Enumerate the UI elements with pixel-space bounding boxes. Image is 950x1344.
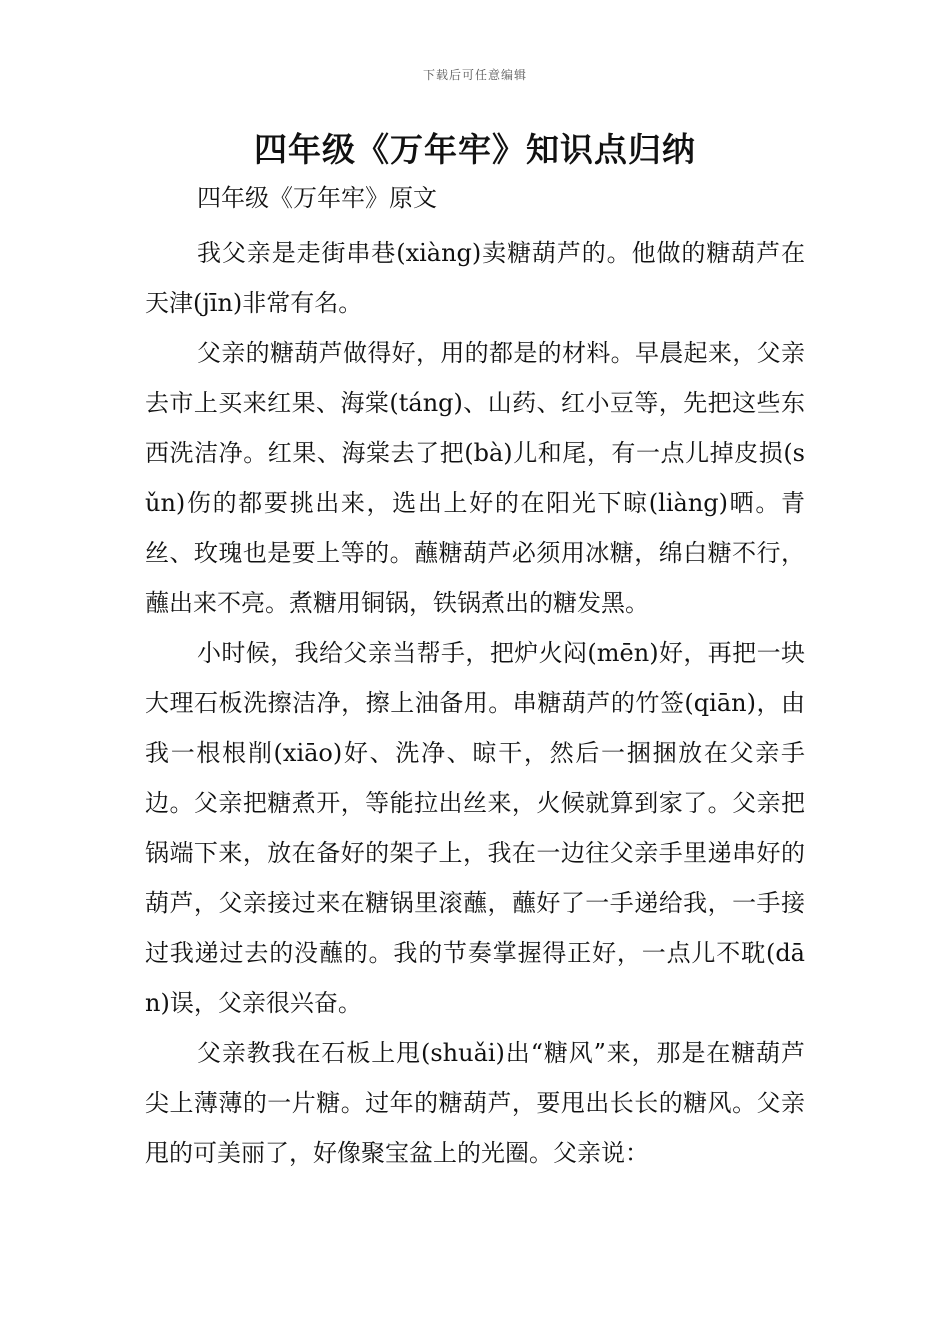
paragraph: 父亲教我在石板上甩(shuǎi)出“糖风”来，那是在糖葫芦尖上薄薄的一片糖。过年的糖葫芦，要甩出长长的糖风。父亲甩的可美丽了，好像聚宝盆上的光圈。父亲说： xyxy=(145,1039,805,1167)
paragraph: 小时候，我给父亲当帮手，把炉火闷(mēn)好，再把一块大理石板洗擦洁净，擦上油备用。串糖葫芦的竹签(qiān)，由我一根根削(xiāo)好、洗净、晾干，然后一捆捆放在父亲手边。父亲把糖煮开，等能拉出丝来，火候就算到家了。父亲把锅端下来，放在备好的架子上，我在一边往父亲手里递串好的葫芦，父亲接过来在糖锅里滚蘸，蘸好了一手递给我，一手接过我递过去的没蘸的。我的节奏掌握得正好，一点儿不耽(dān)误，父亲很兴奋。 xyxy=(145,639,805,1017)
paragraph: 我父亲是走街串巷(xiàng)卖糖葫芦的。他做的糖葫芦在天津(jīn)非常有名。 xyxy=(145,239,805,317)
body-text xyxy=(145,228,805,1178)
page-title: 四年级《万年牢》知识点归纳 xyxy=(254,130,696,169)
section-subtitle: 四年级《万年牢》原文 xyxy=(197,184,437,212)
paragraph: 父亲的糖葫芦做得好，用的都是的材料。早晨起来，父亲去市上买来红果、海棠(táng)、山药、红小豆等，先把这些东西洗洁净。红果、海棠去了把(bà)儿和尾，有一点儿掉皮损(sǔn)伤的都要挑出来，选出上好的在阳光下晾(liàng)晒。青丝、玫瑰也是要上等的。蘸糖葫芦必须用冰糖，绵白糖不行，蘸出来不亮。煮糖用铜锅，铁锅煮出的糖发黑。 xyxy=(145,339,805,617)
header-note: 下载后可任意编辑 xyxy=(422,68,527,82)
